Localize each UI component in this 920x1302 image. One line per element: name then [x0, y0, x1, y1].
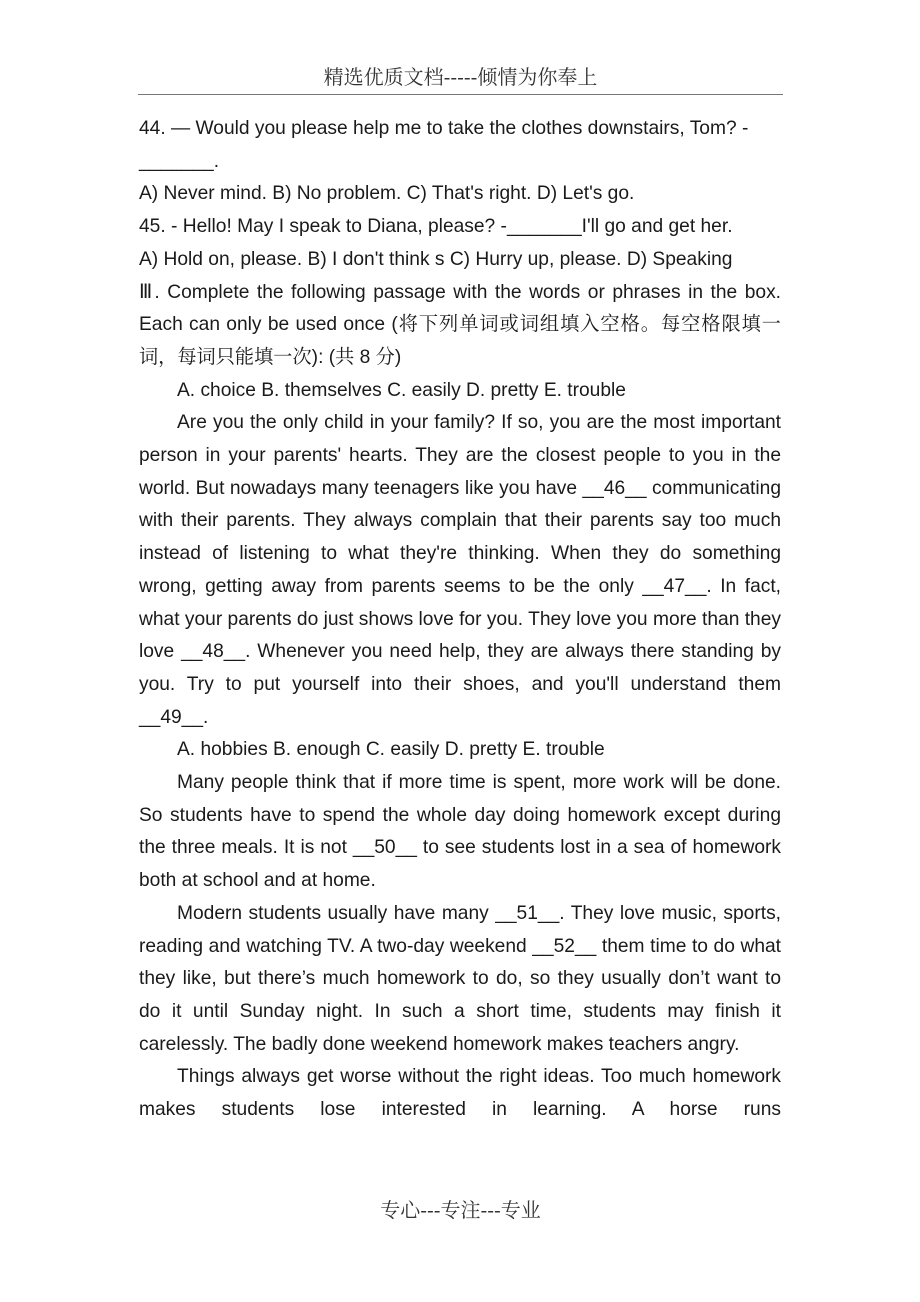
question-45: 45. - Hello! May I speak to Diana, please? -_______I'll go and get her. — [139, 216, 733, 238]
section-3-instruction: Ⅲ. Complete the following passage with the words or phrases in the box. Each can only be used once (将下列单词或词组填入空格。每空格限填一词，每词只能填一次): (共 8 分) — [139, 281, 781, 368]
passage-1: Are you the only child in your family? If so, you are the most important person in your parents' hearts. They are the closest people to you in the world. But nowadays many teenagers like you have __46__ communicating with their parents. They always complain that their parents say too much instead of listening to what they're thinking. When they do something wrong, getting away from parents seems to be the only __47__. In fact, what your parents do just shows love for you. They love you more than they love __48__. Whenever you need help, they are always there standing by you. Try to put yourself into their shoes, and you'll understand them __49__. — [139, 412, 781, 728]
document-body — [139, 113, 781, 1127]
page-footer: 专心---专注---专业 — [380, 1198, 541, 1222]
passage-2-paragraph-3: Things always get worse without the right ideas. Too much homework makes students lose interested in learning. A horse runs — [139, 1066, 781, 1121]
header-divider — [138, 94, 783, 95]
page-header: 精选优质文档-----倾情为你奉上 — [323, 65, 598, 89]
word-box-1: A. choice B. themselves C. easily D. pretty E. trouble — [177, 379, 626, 401]
question-45-options: A) Hold on, please. B) I don't think s C) Hurry up, please. D) Speaking — [139, 248, 733, 270]
word-box-2: A. hobbies B. enough C. easily D. pretty E. trouble — [177, 739, 605, 761]
passage-2-paragraph-1: Many people think that if more time is spent, more work will be done. So students have to spend the whole day doing homework except during the three meals. It is not __50__ to see students lost in a sea of homework both at school and at home. — [139, 772, 781, 892]
question-44: 44. — Would you please help me to take the clothes downstairs, Tom? -_______. — [139, 118, 749, 172]
question-44-options: A) Never mind. B) No problem. C) That's right. D) Let's go. — [139, 183, 635, 205]
passage-2-paragraph-2: Modern students usually have many __51__. They love music, sports, reading and watching TV. A two-day weekend __52__ them time to do what they like, but there’s much homework to do, so they usually don’t want to do it until Sunday night. In such a short time, students may finish it carelessly. The badly done weekend homework makes teachers angry. — [139, 902, 781, 1055]
